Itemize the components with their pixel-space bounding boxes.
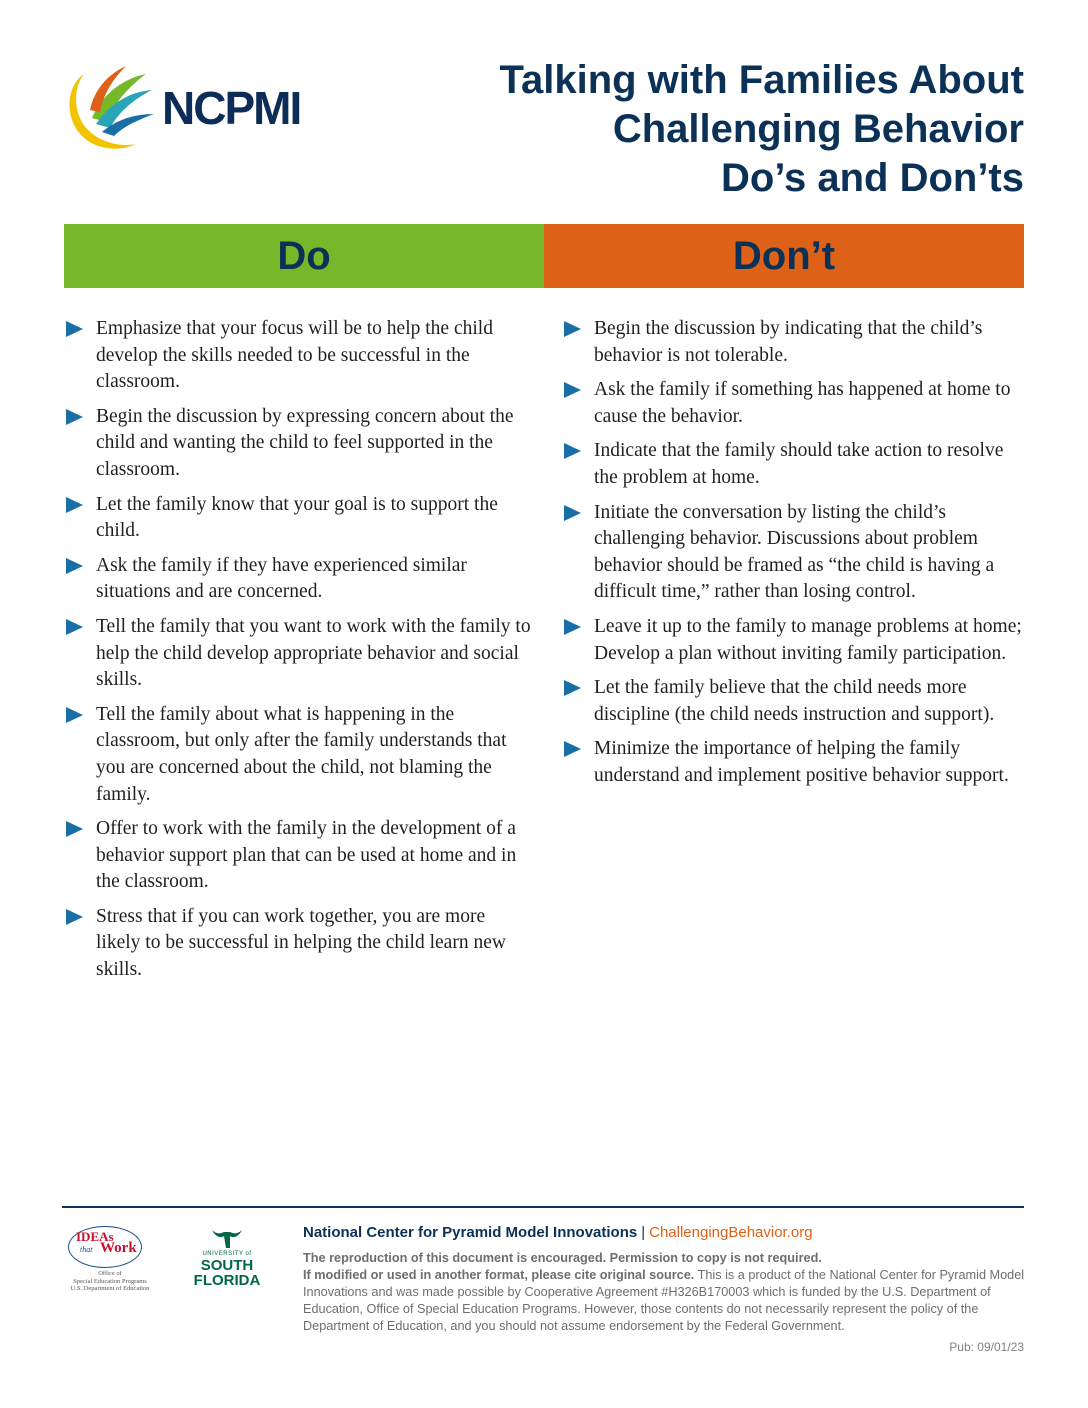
dont-list <box>562 316 1032 798</box>
reproduction-notice: The reproduction of this document is encouraged. Permission to copy is not required. <box>303 1251 822 1265</box>
usf-bull-icon <box>210 1226 244 1250</box>
title-line-3: Do’s and Don’ts <box>721 156 1024 200</box>
usf-logo-line1: SOUTH <box>200 1257 254 1274</box>
arrow-right-icon <box>66 707 83 723</box>
ideas-that-work-logo <box>64 1224 156 1294</box>
page-title <box>384 56 1024 203</box>
arrow-right-icon <box>66 409 83 425</box>
footer-text <box>303 1222 1025 1335</box>
website-link[interactable]: ChallengingBehavior.org <box>649 1224 813 1241</box>
arrow-right-icon <box>66 909 83 925</box>
dont-item: Indicate that the family should take action to resolve the problem at home. <box>562 438 1032 491</box>
publication-date: Pub: 09/01/23 <box>949 1340 1024 1354</box>
arrow-right-icon <box>66 821 83 837</box>
do-item: Begin the discussion by expressing concern about the child and wanting the child to feel supported in the classroom. <box>64 404 534 484</box>
do-item: Let the family know that your goal is to support the child. <box>64 492 534 545</box>
ncpmi-logo <box>62 60 312 156</box>
title-line-1: Talking with Families About <box>499 58 1024 102</box>
dont-item: Let the family believe that the child needs more discipline (the child needs instruction and support). <box>562 675 1032 728</box>
usf-logo <box>190 1226 264 1296</box>
ideas-logo-subtitle: Office of Special Education Programs U.S. Department of Education <box>70 1270 150 1292</box>
arrow-right-icon <box>564 680 581 696</box>
do-list <box>64 316 534 992</box>
dont-item: Ask the family if something has happened at home to cause the behavior. <box>562 377 1032 430</box>
dont-item: Begin the discussion by indicating that the child’s behavior is not tolerable. <box>562 316 1032 369</box>
do-item: Stress that if you can work together, you are more likely to be successful in helping the child learn new skills. <box>64 904 534 984</box>
arrow-right-icon <box>564 505 581 521</box>
usf-logo-line2: FLORIDA <box>193 1272 261 1289</box>
org-separator: | <box>641 1224 646 1241</box>
arrow-right-icon <box>66 619 83 635</box>
dont-header: Don’t <box>544 224 1024 288</box>
arrow-right-icon <box>564 443 581 459</box>
arrow-right-icon <box>66 497 83 513</box>
dont-item: Minimize the importance of helping the family understand and implement positive behavior support. <box>562 736 1032 789</box>
arrow-right-icon <box>564 741 581 757</box>
arrow-right-icon <box>564 619 581 635</box>
title-line-2: Challenging Behavior <box>612 107 1024 151</box>
ideas-logo-big: IDEAs <box>76 1229 114 1244</box>
arrow-right-icon <box>564 382 581 398</box>
ncpmi-swirl-icon <box>62 60 158 156</box>
arrow-right-icon <box>66 321 83 337</box>
org-line <box>303 1222 1025 1244</box>
org-name: National Center for Pyramid Model Innovations <box>303 1224 638 1241</box>
usf-logo-small: UNIVERSITY of <box>202 1251 252 1257</box>
ncpmi-logo-text: NCPMI <box>162 82 301 134</box>
do-item: Ask the family if they have experienced similar situations and are concerned. <box>64 553 534 606</box>
do-item: Tell the family that you want to work with the family to help the child develop appropriate behavior and social skills. <box>64 614 534 694</box>
dont-item: Initiate the conversation by listing the child’s challenging behavior. Discussions about problem behavior should be framed as “the child is having a difficult time,” rather than losing control. <box>562 500 1032 606</box>
ideas-logo-work: Work <box>100 1240 137 1256</box>
do-item: Offer to work with the family in the development of a behavior support plan that can be used at home and in the classroom. <box>64 816 534 896</box>
arrow-right-icon <box>66 558 83 574</box>
dont-item: Leave it up to the family to manage problems at home; Develop a plan without inviting family participation. <box>562 614 1032 667</box>
ideas-logo-that: that <box>80 1245 93 1254</box>
footer-divider <box>62 1206 1024 1208</box>
funding-disclaimer: This is a product of the National Center for Pyramid Model Innovations and was made possible by Cooperative Agreement #H326B170003 which is funded by the U.S. Department of Education, Office of Special Education Programs. However, those contents do not necessarily represent the policy of the Department of Education, and you should not assume endorsement by the Federal Government. <box>303 1268 1025 1333</box>
do-item: Emphasize that your focus will be to help the child develop the skills needed to be successful in the classroom. <box>64 316 534 396</box>
column-header-bar <box>64 224 1024 288</box>
do-header: Do <box>64 224 544 288</box>
arrow-right-icon <box>564 321 581 337</box>
do-item: Tell the family about what is happening in the classroom, but only after the family understands that you are concerned about the child, not blaming the family. <box>64 702 534 808</box>
citation-notice: If modified or used in another format, please cite original source. <box>303 1268 695 1282</box>
legal-notice <box>303 1250 1025 1335</box>
